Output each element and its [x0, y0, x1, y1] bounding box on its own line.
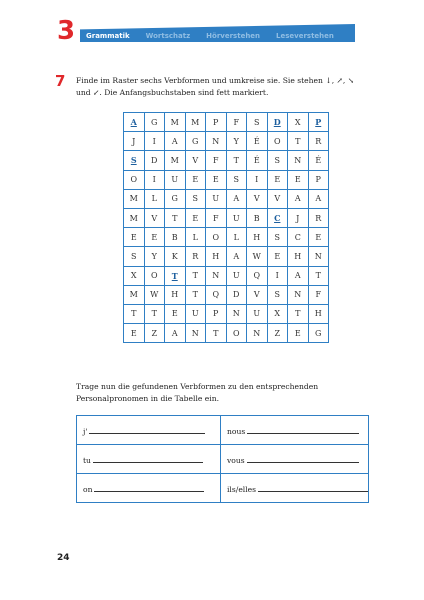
grid-cell[interactable]: T — [144, 304, 165, 323]
grid-cell[interactable]: U — [226, 266, 247, 285]
grid-cell[interactable]: T — [288, 304, 309, 323]
word-search-grid — [123, 112, 329, 343]
grid-cell[interactable]: O — [144, 266, 165, 285]
instruction2-line-2: Personalpronomen in die Tabelle ein. — [76, 393, 220, 403]
grid-cell[interactable]: N — [206, 266, 227, 285]
grid-cell[interactable]: T — [165, 208, 186, 227]
grid-cell[interactable]: S — [267, 151, 288, 170]
grid-cell[interactable]: X — [124, 266, 145, 285]
grid-cell[interactable]: I — [247, 170, 268, 189]
grid-cell[interactable]: K — [165, 247, 186, 266]
grid-cell[interactable]: Q — [247, 266, 268, 285]
grid-cell[interactable]: H — [308, 304, 329, 323]
grid-cell[interactable]: V — [267, 189, 288, 208]
grid-cell[interactable]: W — [144, 285, 165, 304]
grid-cell[interactable]: Y — [144, 247, 165, 266]
grid-cell[interactable]: G — [165, 189, 186, 208]
answer-cell — [77, 474, 221, 503]
grid-cell[interactable]: X — [288, 113, 309, 132]
grid-cell[interactable]: M — [124, 208, 145, 227]
grid-cell[interactable]: E — [124, 228, 145, 247]
answer-blank[interactable] — [247, 425, 359, 434]
grid-cell[interactable]: É — [247, 132, 268, 151]
grid-cell[interactable]: E — [267, 170, 288, 189]
grid-cell[interactable]: A — [288, 266, 309, 285]
grid-cell[interactable]: P — [308, 170, 329, 189]
grid-cell[interactable]: N — [308, 247, 329, 266]
grid-cell[interactable]: L — [185, 228, 206, 247]
grid-cell[interactable]: T — [185, 285, 206, 304]
answer-cell — [221, 416, 369, 445]
grid-cell[interactable]: I — [144, 170, 165, 189]
tab-leseverstehen: Leseverstehen — [276, 32, 334, 40]
grid-cell[interactable]: E — [308, 228, 329, 247]
grid-cell[interactable]: Z — [144, 324, 165, 343]
grid-row — [124, 208, 329, 227]
grid-cell[interactable]: S — [124, 247, 145, 266]
grid-cell[interactable]: E — [124, 324, 145, 343]
instruction2-line-1: Trage nun die gefundenen Verbformen zu den entsprechenden — [76, 382, 319, 391]
answer-cell — [77, 445, 221, 474]
grid-cell[interactable]: A — [308, 189, 329, 208]
grid-cell[interactable]: B — [247, 208, 268, 227]
grid-cell[interactable]: A — [226, 247, 247, 266]
grid-cell[interactable]: N — [247, 324, 268, 343]
grid-cell[interactable]: W — [247, 247, 268, 266]
grid-cell[interactable]: E — [206, 170, 227, 189]
grid-cell[interactable]: F — [206, 151, 227, 170]
grid-row — [124, 113, 329, 132]
grid-cell[interactable]: G — [185, 132, 206, 151]
grid-cell[interactable]: O — [226, 324, 247, 343]
grid-cell[interactable]: X — [267, 304, 288, 323]
grid-cell[interactable]: U — [165, 170, 186, 189]
grid-row — [124, 228, 329, 247]
grid-cell[interactable]: U — [206, 189, 227, 208]
grid-cell[interactable]: V — [185, 151, 206, 170]
answer-blank[interactable] — [258, 483, 368, 492]
pronoun-label: j' — [83, 426, 88, 436]
grid-cell[interactable]: P — [206, 113, 227, 132]
grid-cell[interactable]: M — [124, 189, 145, 208]
grid-cell[interactable]: S — [226, 170, 247, 189]
grid-cell[interactable]: I — [267, 266, 288, 285]
grid-cell[interactable]: L — [144, 189, 165, 208]
grid-cell[interactable]: B — [165, 228, 186, 247]
answer-cell — [221, 474, 369, 503]
grid-cell[interactable]: E — [288, 324, 309, 343]
grid-cell[interactable]: Z — [267, 324, 288, 343]
grid-cell[interactable]: R — [308, 208, 329, 227]
grid-cell[interactable]: R — [185, 247, 206, 266]
grid-cell[interactable]: N — [206, 132, 227, 151]
grid-cell[interactable]: I — [144, 132, 165, 151]
instruction-line-1: Finde im Raster sechs Verbformen und umkreise sie. Sie stehen ↓, ↗, ↘ — [76, 76, 355, 85]
grid-cell[interactable]: C — [267, 208, 288, 227]
answer-table — [76, 415, 369, 503]
instruction-line-2: und ↙. Die Anfangsbuchstaben sind fett markiert. — [76, 87, 269, 97]
grid-cell[interactable]: A — [165, 132, 186, 151]
grid-cell[interactable]: N — [226, 304, 247, 323]
answer-row — [77, 416, 369, 445]
grid-cell[interactable]: M — [165, 151, 186, 170]
grid-cell[interactable]: O — [206, 228, 227, 247]
grid-row — [124, 285, 329, 304]
tab-grammatik: Grammatik — [86, 32, 130, 40]
pronoun-label: tu — [83, 455, 91, 465]
answer-blank[interactable] — [247, 454, 359, 463]
grid-cell[interactable]: M — [185, 113, 206, 132]
grid-cell[interactable]: Q — [206, 285, 227, 304]
grid-cell[interactable]: E — [165, 304, 186, 323]
grid-cell[interactable]: E — [288, 170, 309, 189]
pronoun-label: vous — [227, 455, 245, 465]
grid-cell[interactable]: G — [144, 113, 165, 132]
grid-row — [124, 189, 329, 208]
grid-cell[interactable]: H — [206, 247, 227, 266]
grid-cell[interactable]: P — [308, 113, 329, 132]
grid-cell[interactable]: É — [308, 151, 329, 170]
grid-cell[interactable]: H — [165, 285, 186, 304]
grid-row — [124, 151, 329, 170]
grid-cell[interactable]: M — [124, 285, 145, 304]
grid-cell[interactable]: A — [226, 189, 247, 208]
grid-cell[interactable]: V — [247, 285, 268, 304]
tab-hoerverstehen: Hörverstehen — [206, 32, 261, 40]
grid-cell[interactable]: U — [247, 304, 268, 323]
grid-cell[interactable]: A — [165, 324, 186, 343]
pronoun-label: ils/elles — [227, 484, 257, 494]
grid-cell[interactable]: S — [185, 189, 206, 208]
pronoun-label: on — [83, 484, 93, 494]
grid-cell[interactable]: T — [185, 266, 206, 285]
grid-cell[interactable]: A — [288, 189, 309, 208]
tab-wortschatz: Wortschatz — [145, 32, 191, 40]
answer-row — [77, 445, 369, 474]
grid-cell[interactable]: J — [288, 208, 309, 227]
grid-cell[interactable]: N — [288, 151, 309, 170]
grid-cell[interactable]: E — [267, 247, 288, 266]
grid-cell[interactable]: U — [185, 304, 206, 323]
answer-blank[interactable] — [93, 454, 203, 463]
pronoun-label: nous — [227, 426, 246, 436]
grid-cell[interactable]: U — [226, 208, 247, 227]
grid-cell[interactable]: F — [206, 208, 227, 227]
grid-row — [124, 324, 329, 343]
grid-cell[interactable]: S — [267, 285, 288, 304]
answer-row — [77, 474, 369, 503]
answer-blank[interactable] — [94, 483, 204, 492]
grid-cell[interactable]: N — [288, 285, 309, 304]
grid-cell[interactable]: A — [124, 113, 145, 132]
grid-cell[interactable]: H — [288, 247, 309, 266]
grid-cell[interactable]: D — [144, 151, 165, 170]
exercise-number: 7 — [55, 72, 66, 90]
grid-cell[interactable]: S — [124, 151, 145, 170]
grid-cell[interactable]: O — [267, 132, 288, 151]
section-tabs — [86, 29, 352, 43]
grid-row — [124, 247, 329, 266]
grid-cell[interactable]: D — [267, 113, 288, 132]
grid-cell[interactable]: S — [267, 228, 288, 247]
grid-cell[interactable]: T — [165, 266, 186, 285]
grid-cell[interactable]: S — [247, 113, 268, 132]
chapter-number: 3 — [57, 16, 76, 46]
grid-cell[interactable]: O — [124, 170, 145, 189]
answer-cell — [77, 416, 221, 445]
grid-cell[interactable]: E — [185, 208, 206, 227]
grid-row — [124, 266, 329, 285]
grid-row — [124, 170, 329, 189]
grid-cell[interactable]: H — [247, 228, 268, 247]
grid-cell[interactable]: T — [288, 132, 309, 151]
grid-row — [124, 132, 329, 151]
grid-cell[interactable]: F — [308, 285, 329, 304]
answer-blank[interactable] — [89, 425, 205, 434]
grid-cell[interactable]: M — [165, 113, 186, 132]
grid-cell[interactable]: N — [185, 324, 206, 343]
answer-cell — [221, 445, 369, 474]
page-number: 24 — [57, 553, 70, 563]
grid-cell[interactable]: C — [288, 228, 309, 247]
grid-cell[interactable]: F — [226, 113, 247, 132]
grid-cell[interactable]: T — [308, 266, 329, 285]
grid-cell[interactable]: T — [206, 324, 227, 343]
grid-cell[interactable]: T — [124, 304, 145, 323]
grid-cell[interactable]: R — [308, 132, 329, 151]
grid-cell[interactable]: Y — [226, 132, 247, 151]
grid-cell[interactable]: E — [185, 170, 206, 189]
grid-cell[interactable]: L — [226, 228, 247, 247]
grid-cell[interactable]: G — [308, 324, 329, 343]
grid-cell[interactable]: V — [247, 189, 268, 208]
grid-cell[interactable]: V — [144, 208, 165, 227]
grid-cell[interactable]: J — [124, 132, 145, 151]
grid-row — [124, 304, 329, 323]
grid-cell[interactable]: E — [144, 228, 165, 247]
exercise-instruction — [76, 75, 376, 98]
grid-cell[interactable]: D — [226, 285, 247, 304]
grid-cell[interactable]: P — [206, 304, 227, 323]
grid-cell[interactable]: É — [247, 151, 268, 170]
grid-cell[interactable]: T — [226, 151, 247, 170]
table-instruction — [76, 381, 376, 404]
